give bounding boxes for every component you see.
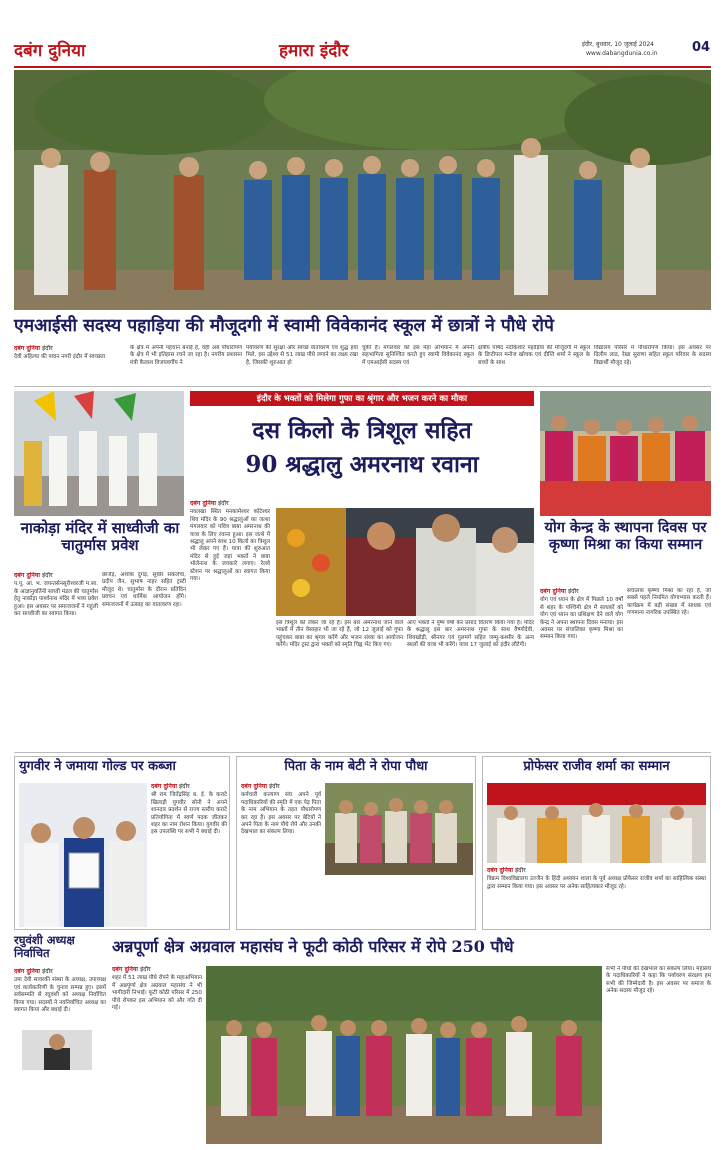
story5-text [151,783,227,927]
story4-col1 [540,588,623,748]
story8-photo [22,1030,92,1070]
story5-headline: युगवीर ने जमाया गोल्ड पर कब्जा [19,759,176,774]
story4-photo [540,391,711,516]
story2-col1-text: नवलखा स्थित मनकामेश्वर कोटेश्वर शिव मंदिर के 90 श्रद्धालुओं का जत्था मंगलवार को पवित्र बाबा अमरनाथ की यात्रा के लिए रवाना हुआ। इस जत्थे में श्रद्धालु अपने साथ 10 किलो का त्रिशूल भी लेकर गए हैं। यात्रा की शुरुआत मंदिर से हुई जहां भक्तों ने बाबा भोलेनाथ के जयकारे लगाए। रेलवे स्टेशन पर श्रद्धालुओं का स्वागत किया गया। [190,509,270,583]
story8-text-body: उमा देवी सावरकी संस्था के अध्यक्ष, उपाध्यक्ष एवं कार्यकारिणी के चुनाव सम्पन्न हुए। इसमें सर्वसम्मति से रघुवंशी को अध्यक्ष निर्वाचित किया गया। सदस्यों ने नवनिर्वाचित अध्यक्ष का स्वागत किया और बधाई दी। [14,977,106,1014]
story3-headline: नाकोड़ा मंदिर में साध्वीजी का चातुर्मास प्रवेश [20,519,180,555]
story6-text [241,783,321,927]
story2-banner [190,391,534,406]
story3-photo [14,391,184,516]
story4-col2: संचालक कृष्णा मिश्रा का रहा है, जो सबसे पहले नियमित योगाभ्यास करती हैं। कार्यक्रम में बड़ी संख्या में साधक एवं गणमान्य नागरिक उपस्थित रहे। [627,588,711,617]
story1-photo [14,70,711,310]
story1-col4: चुकी है। मंगलवार को इस महा अभियान में अपनी सहभागिता सुनिश्चित करते हुए स्वामी विवेकानंद स्कूल में एमआईसी सदस्य एवं [362,345,474,366]
story9-col1 [112,966,202,1144]
story2-col1 [190,500,270,748]
masthead [14,38,711,64]
story4-headline: योग केन्द्र के स्थापना दिवस पर कृष्णा मिश्रा का किया सम्मान [544,519,707,553]
story1-col3: पर्यावरण की सुरक्षा और स्वच्छ वातावरण एवं शुद्ध हवा मिले, इस उद्देश्य से 51 लाख पौधे लगाने का लक्ष्य रखा है, जिसकी शुरुआत हो [246,345,358,366]
story5-text-body: श्री राम जितेंद्रसिंह ब. ई. के कराटे खिलाड़ी युगवीर सोनी ने अपने शानदार प्रदर्शन से राज्य स्तरीय कराटे प्रतियोगिता में स्वर्ण पदक जीतकर शहर का नाम रोशन किया। युगवीर की इस उपलब्धि पर सभी ने बधाई दी। [151,792,227,836]
story8-byline: दबंग दुनिया इंदौर [14,968,53,975]
divider [14,386,711,387]
story3-col1 [14,572,98,748]
story4-byline: दबंग दुनिया इंदौर [540,588,579,595]
story2-photo [276,508,534,616]
story9-col1-text: शहर में 51 लाख पौधे रोपने के महाअभियान में अन्नपूर्णा क्षेत्र अग्रवाल महासंघ ने भी भागीदारी निभाई। फूटी कोठी परिसर में 250 पौधे रोपकर इस अभियान को और गति दी गई। [112,975,202,1012]
story1-col1 [14,345,126,380]
story7-photo [487,783,706,863]
story4-col1-text: योग एवं ध्यान के क्षेत्र में पिछले 10 वर्षों से शहर के पश्चिमी क्षेत्र में साधकों को योग एवं ध्यान का प्रशिक्षण देने वाले योग केन्द्र ने अपना स्थापना दिवस मनाया। इस अवसर पर संचालिका कृष्णा मिश्रा का सम्मान किया गया। [540,597,623,641]
masthead-rule [14,66,711,68]
story7-box [482,756,711,930]
story5-box [14,756,230,930]
story3-col1-text: प.पू. आ. भ. जयन्तसेनसूरीश्वरजी म.सा. के आज्ञानुवर्तिनी साध्वी मंडल की चातुर्मास हेतु नाकोड़ा पार्श्वनाथ मंदिर में भव्य प्रवेश हुआ। इस अवसर पर समाजजनों ने गहुंली कर साध्वीजी का स्वागत किया। [14,581,98,618]
newspaper-logo: दबंग दुनिया [14,41,86,61]
divider [14,752,711,753]
story1-headline: एमआईसी सदस्य पहाड़िया की मौजूदगी में स्वामी विवेकानंद स्कूल में छात्रों ने पौधे रोपे [14,316,554,336]
story9-photo [206,966,602,1144]
story9-col2: सभी ने पौधों की देखभाल का संकल्प लिया। महासंघ के पदाधिकारियों ने कहा कि पर्यावरण संरक्षण हम सभी की जिम्मेदारी है। इस अवसर पर समाज के अनेक सदस्य मौजूद रहे। [606,966,711,995]
story1-col2: के क्षेत्र में अपनी पहचान बनाई है, वहीं अब पौधारोपण के क्षेत्र में भी इतिहास रचने जा रहा है। नगरीय प्रशासन मंत्री कैलाश विजयवर्गीय ने [130,345,242,366]
story3-byline: दबंग दुनिया इंदौर [14,572,53,579]
story2-headline-2: 90 श्रद्धालु अमरनाथ रवाना [245,451,479,478]
story1-col5: क्षेत्रीय पार्षद नंदकिशोर पहाड़िया की मौजूदगी में स्कूल के डिप्टीपल मनोज खोचक एवं दीप्ति शर्मा ने स्कूल के बच्चों के साथ [478,345,590,366]
story7-text-body: विक्रम विश्वविद्यालय उज्जैन के हिंदी अध्ययन शाला के पूर्व अध्यक्ष प्रोफेसर राजीव शर्मा का साहित्यिक संस्था द्वारा सम्मान किया गया। इस अवसर पर अनेक साहित्यकार मौजूद रहे। [487,876,706,890]
banner-text: इंदौर के भक्तों को मिलेगा गुफा का श्रृंगार और भजन करने का मौका [256,394,468,404]
story7-headline: प्रोफेसर राजीव शर्मा का सम्मान [523,759,670,774]
story6-headline: पिता के नाम बेटी ने रोपा पौधा [284,759,428,774]
story9-headline: अन्नपूर्णा क्षेत्र अग्रवाल महासंघ ने फूटी कोठी परिसर में रोपे 250 पौधे [112,937,514,956]
page-number: 04 [692,40,711,55]
story2-headline-1: दस किलो के त्रिशूल सहित [252,417,472,444]
story1-col1-text: देवी अहिल्या की पावन नगरी इंदौर में स्वच्छता [14,354,106,361]
story1-byline: दबंग दुनिया इंदौर [14,345,53,352]
story9-byline: दबंग दुनिया इंदौर [112,966,151,973]
story6-text-body: कर्मचारी कल्याण संघ अपने पूर्व पदाधिकारियों की स्मृति में एक पेड़ पिता के नाम अभियान के तहत पौधारोपण कर रहा है। इस अवसर पर बेटियों ने अपने पिता के नाम पौधे रोपे और उनकी देखभाल का संकल्प लिया। [241,792,321,836]
story6-box [236,756,476,930]
story7-text [487,867,706,927]
section-title: हमारा इंदौर [279,41,349,61]
story2-byline: दबंग दुनिया इंदौर [190,500,229,507]
story2-col3: आए भक्तों ने पुष्प वर्षा कर प्रसाद वितरण किया गया है। मंदिर के श्रद्धालु इस बार अमरनाथ गुफा के साथ वैष्णोदेवी, शिवखोड़ी, श्रीनगर एवं गुलमर्ग सहित जम्मू-कश्मीर के अन्य स्थलों की यात्रा भी करेंगे। यात्रा 17 जुलाई को इंदौर लौटेगी। [407,620,534,649]
story6-byline: दबंग दुनिया इंदौर [241,783,280,790]
story3-col2: छाजेड़, अशोक दुगड़, सुधीर सकलेचा, प्रदीप जैन, सुभाष नाहर सहित ट्रस्टी मौजूद थे। चातुर्मास के दौरान प्रतिदिन प्रवचन एवं धार्मिक आयोजन होंगे। समाजजनों में उत्साह का वातावरण रहा। [102,572,186,608]
story5-byline: दबंग दुनिया इंदौर [151,783,190,790]
story2-col2: इस त्रिशूल को लेकर जा रहे हैं। इस बार अमरनाथ जाने वाले भक्तों में तीन वेसाहार भी जा रहे हैं, जो 12 जुलाई को गुफा पहुंचकर बाबा का श्रृंगार करेंगे और भजन संध्या का आयोजन करेंगे। मंदिर ट्रस्ट द्वारा भक्तों को स्मृति चिह्न भेंट किए गए। [276,620,403,649]
story5-photo [19,783,147,927]
story6-text-cont [325,879,473,927]
story6-photo [325,783,473,875]
story8-headline: रघुवंशी अध्यक्ष निर्वाचित [14,933,75,961]
dateline: इंदौर, बुधवार, 10 जुलाई 2024 [582,41,654,48]
website: www.dabangdunia.co.in [586,50,658,57]
story7-byline: दबंग दुनिया इंदौर [487,867,526,874]
story1-col6: विद्यालय परिसर में पौधारोपण किया। इस अवसर पर दिलीप लाड, रेखा सुराणा सहित स्कूल परिवार के सदस्य विद्यार्थी मौजूद रहे। [594,345,711,366]
